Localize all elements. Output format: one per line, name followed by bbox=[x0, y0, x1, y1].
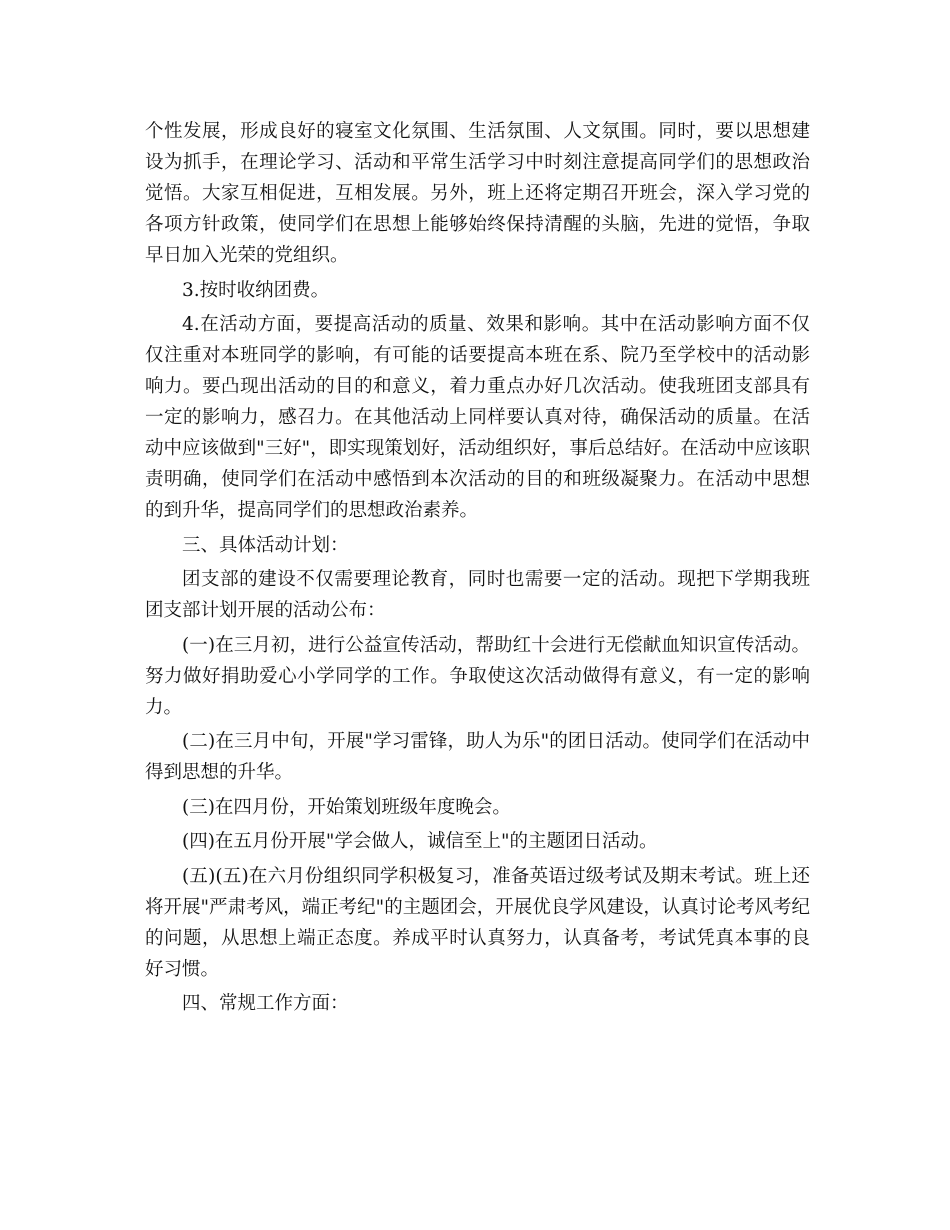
list-item-june: (五)(五)在六月份组织同学积极复习，准备英语过级考试及期末考试。班上还将开展"严肃考风，端正考纪"的主题团会，开展优良学风建设，认真讨论考风考纪的问题，从思想上端正态度。养成平时认真努力，认真备考，考试凭真本事的良好习惯。 bbox=[145, 865, 810, 980]
paragraph-student-development: 个性发展，形成良好的寝室文化氛围、生活氛围、人文氛围。同时，要以思想建设为抓手，在理论学习、活动和平常生活学习中时刻注意提高同学们的思想政治觉悟。大家互相促进，互相发展。另外，班上还将定期召开班会，深入学习党的各项方针政策，使同学们在思想上能够始终保持清醒的头脑，先进的觉悟，争取早日加入光荣的党组织。 bbox=[145, 121, 810, 266]
paragraph-activity-quality: 4.在活动方面，要提高活动的质量、效果和影响。其中在活动影响方面不仅仅注重对本班同学的影响，有可能的话要提高本班在系、院乃至学校中的活动影响力。要凸现出活动的目的和意义，着力重点办好几次活动。使我班团支部具有一定的影响力，感召力。在其他活动上同样要认真对待，确保活动的质量。在活动中应该做到"三好"，即实现策划好，活动组织好，事后总结好。在活动中应该职责明确，使同学们在活动中感悟到本次活动的目的和班级凝聚力。在活动中思想的到升华，提高同学们的思想政治素养。 bbox=[145, 314, 810, 521]
list-item-may: (四)在五月份开展"学会做人，诚信至上"的主题团日活动。 bbox=[182, 831, 658, 852]
list-item-march-early: (一)在三月初，进行公益宣传活动，帮助红十会进行无偿献血知识宣传活动。努力做好捐助爱心小学同学的工作。争取使这次活动做得有意义，有一定的影响力。 bbox=[145, 634, 810, 718]
list-item-march-mid: (二)在三月中旬，开展"学习雷锋，助人为乐"的团日活动。使同学们在活动中得到思想的升华。 bbox=[145, 731, 810, 783]
section-heading-activity-plan: 三、具体活动计划： bbox=[182, 534, 349, 556]
paragraph-plan-intro: 团支部的建设不仅需要理论教育，同时也需要一定的活动。现把下学期我班团支部计划开展的活动公布： bbox=[145, 569, 810, 621]
section-heading-routine-work: 四、常规工作方面： bbox=[182, 993, 349, 1014]
document-body bbox=[145, 116, 810, 1023]
list-item-april: (三)在四月份，开始策划班级年度晚会。 bbox=[182, 796, 511, 818]
paragraph-league-fees: 3.按时收纳团费。 bbox=[182, 279, 330, 301]
